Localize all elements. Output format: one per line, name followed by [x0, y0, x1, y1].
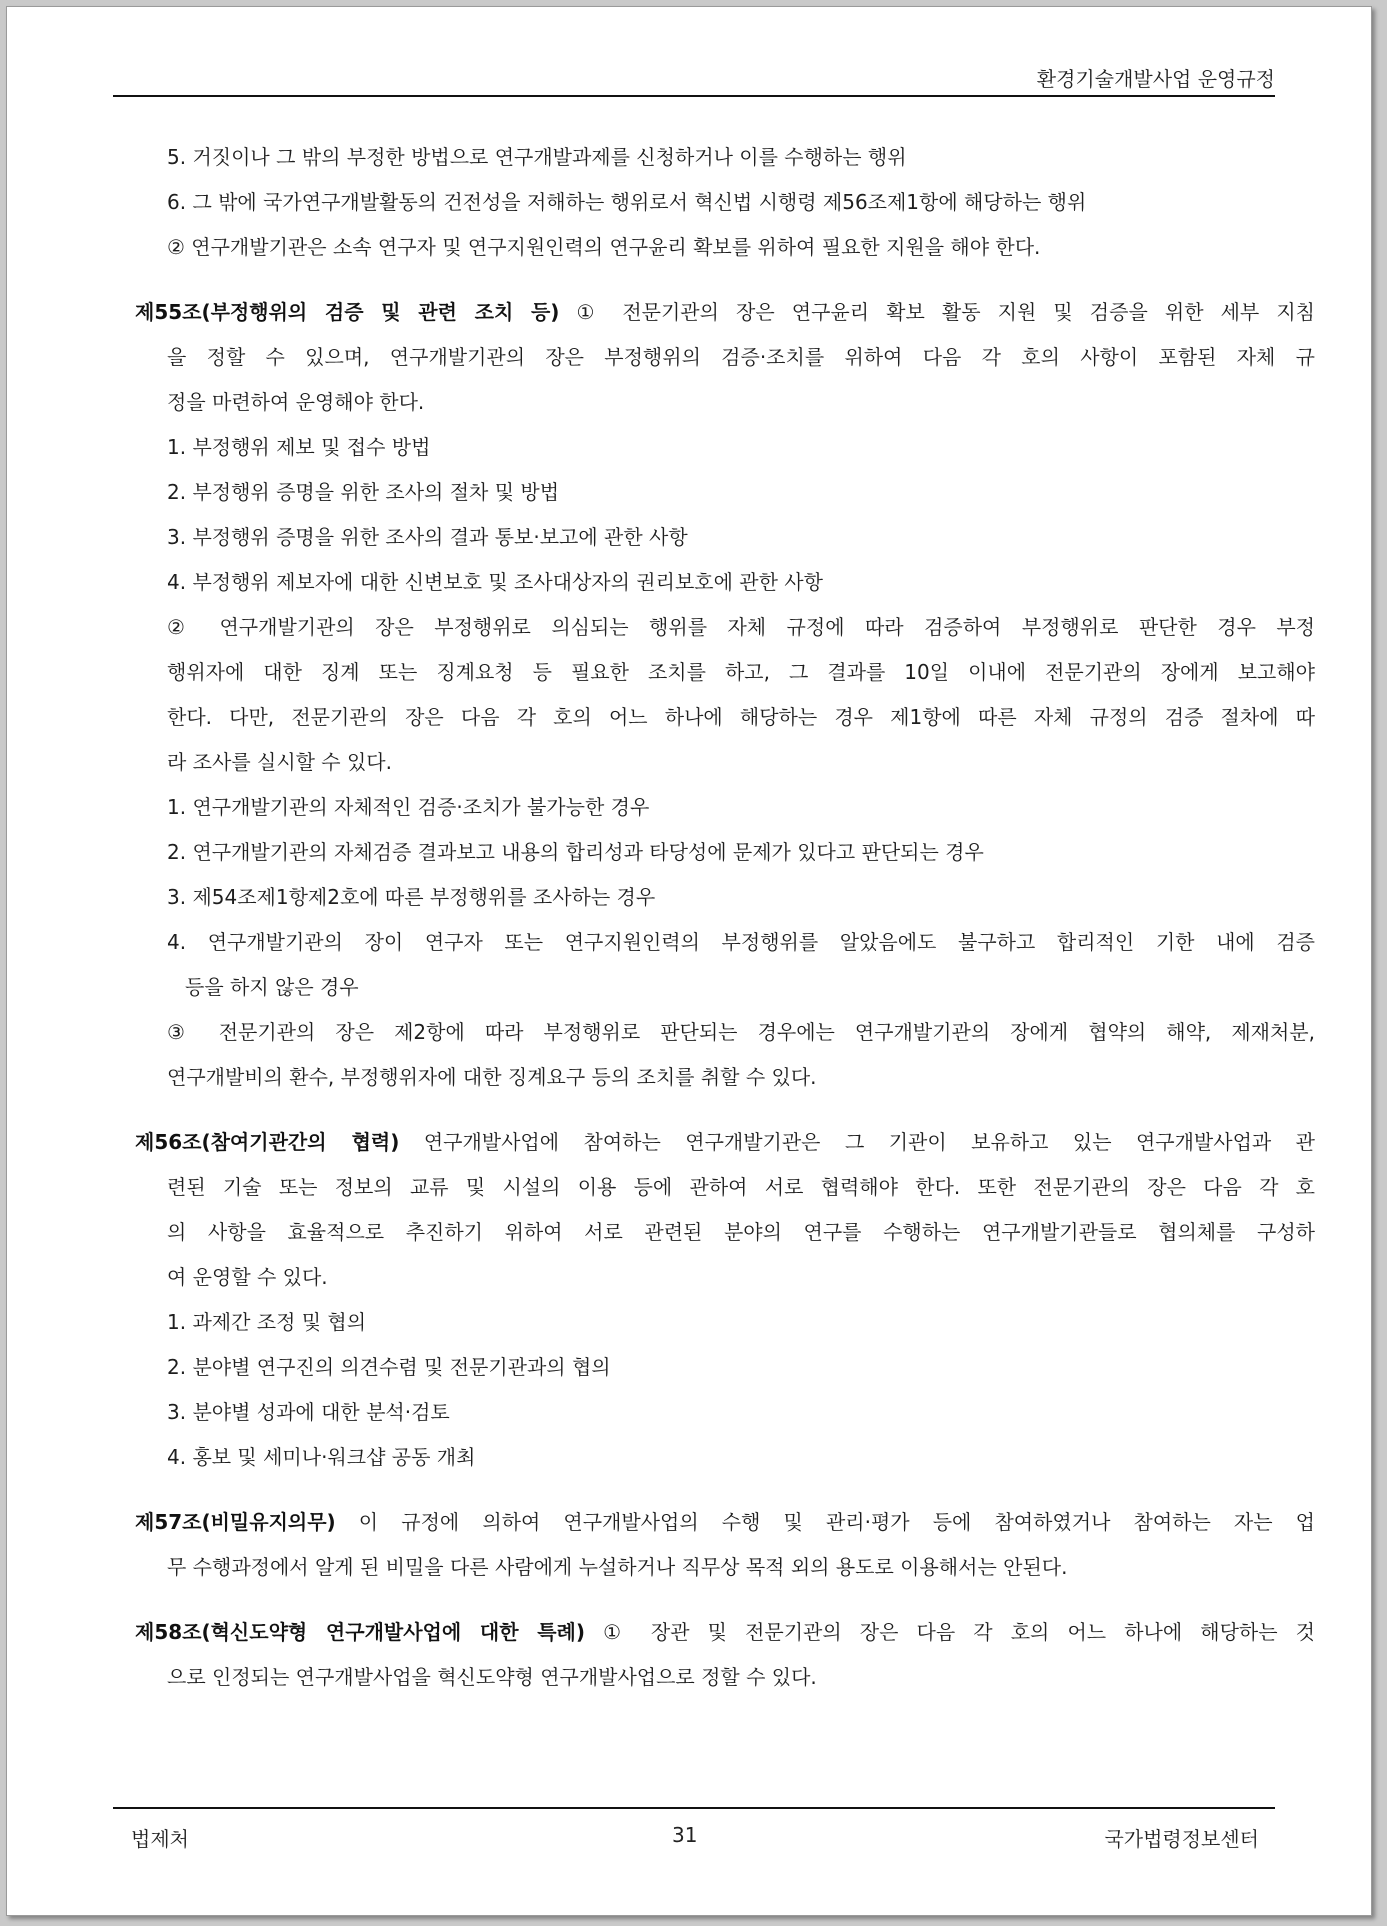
line-text: 6. 그 밖에 국가연구개발활동의 건전성을 저해하는 행위로서 혁신법 시행령 제56조제1항에 해당하는 행위 [167, 190, 1087, 214]
line-text: 련된 기술 또는 정보의 교류 및 시설의 이용 등에 관하여 서로 협력해야 한다. 또한 전문기관의 장은 다음 각 호 [167, 1175, 1315, 1199]
section-gap [135, 1590, 1315, 1610]
line-text: 5. 거짓이나 그 밖의 부정한 방법으로 연구개발과제를 신청하거나 이를 수행하는 행위 [167, 145, 907, 169]
line-text: 3. 제54조제1항제2호에 따른 부정행위를 조사하는 경우 [167, 885, 656, 909]
text-line [135, 965, 1315, 1010]
article-heading-line [135, 1120, 1315, 1165]
line-text: ③ 전문기관의 장은 제2항에 따라 부정행위로 판단되는 경우에는 연구개발기관의 장에게 협약의 해약, 제재처분, [167, 1020, 1315, 1044]
text-line [135, 560, 1315, 605]
article-heading-line [135, 1500, 1315, 1545]
line-text: 2. 연구개발기관의 자체검증 결과보고 내용의 합리성과 타당성에 문제가 있다고 판단되는 경우 [167, 840, 984, 864]
text-line [135, 1055, 1315, 1100]
line-text: ② 연구개발기관은 소속 연구자 및 연구지원인력의 연구윤리 확보를 위하여 필요한 지원을 해야 한다. [167, 235, 1041, 259]
line-text: 등을 하지 않은 경우 [185, 975, 359, 999]
text-line [135, 425, 1315, 470]
text-line [135, 920, 1315, 965]
section-gap [135, 1100, 1315, 1120]
text-line [135, 1300, 1315, 1345]
text-line [135, 1165, 1315, 1210]
footer-rule [113, 1807, 1275, 1809]
line-text: 이 규정에 의하여 연구개발사업의 수행 및 관리·평가 등에 참여하였거나 참여하는 자는 업 [335, 1510, 1315, 1534]
line-text: ① 장관 및 전문기관의 장은 다음 각 호의 어느 하나에 해당하는 것 [585, 1620, 1315, 1644]
text-line [135, 785, 1315, 830]
text-line [135, 135, 1315, 180]
line-text: ② 연구개발기관의 장은 부정행위로 의심되는 행위를 자체 규정에 따라 검증하여 부정행위로 판단한 경우 부정 [167, 615, 1315, 639]
text-line [135, 1255, 1315, 1300]
text-line [135, 470, 1315, 515]
text-line [135, 1210, 1315, 1255]
footer-publisher: 국가법령정보센터 [1104, 1827, 1259, 1851]
line-text: 1. 부정행위 제보 및 접수 방법 [167, 435, 431, 459]
text-line [135, 515, 1315, 560]
text-line [135, 605, 1315, 650]
text-line [135, 650, 1315, 695]
header-title: 환경기술개발사업 운영규정 [1036, 67, 1275, 91]
section-gap [135, 1480, 1315, 1500]
line-text: 연구개발비의 환수, 부정행위자에 대한 징계요구 등의 조치를 취할 수 있다. [167, 1065, 817, 1089]
text-line [135, 225, 1315, 270]
article-heading-line [135, 290, 1315, 335]
line-text: 4. 홍보 및 세미나·워크샵 공동 개최 [167, 1445, 476, 1469]
text-line [135, 1390, 1315, 1435]
article-title: 제58조(혁신도약형 연구개발사업에 대한 특례) [135, 1620, 586, 1644]
line-text: 4. 연구개발기관의 장이 연구자 또는 연구지원인력의 부정행위를 알았음에도 불구하고 합리적인 기한 내에 검증 [167, 930, 1315, 954]
line-text: 3. 분야별 성과에 대한 분석·검토 [167, 1400, 450, 1424]
text-line [135, 1435, 1315, 1480]
document-page [6, 6, 1372, 1916]
article-title: 제57조(비밀유지의무) [135, 1510, 336, 1534]
text-line [135, 1545, 1315, 1590]
document-body [135, 135, 1315, 1700]
line-text: 으로 인정되는 연구개발사업을 혁신도약형 연구개발사업으로 정할 수 있다. [167, 1665, 817, 1689]
text-line [135, 335, 1315, 380]
line-text: 정을 마련하여 운영해야 한다. [167, 390, 425, 414]
footer-source: 법제처 [131, 1827, 189, 1851]
header-rule [113, 95, 1275, 97]
line-text: 연구개발사업에 참여하는 연구개발기관은 그 기관이 보유하고 있는 연구개발사업과 관 [399, 1130, 1315, 1154]
article-title: 제55조(부정행위의 검증 및 관련 조치 등) [135, 300, 560, 324]
line-text: 2. 부정행위 증명을 위한 조사의 절차 및 방법 [167, 480, 560, 504]
line-text: 여 운영할 수 있다. [167, 1265, 328, 1289]
article-title: 제56조(참여기관간의 협력) [135, 1130, 400, 1154]
line-text: 라 조사를 실시할 수 있다. [167, 750, 392, 774]
line-text: 1. 과제간 조정 및 협의 [167, 1310, 367, 1334]
line-text: 1. 연구개발기관의 자체적인 검증·조치가 불가능한 경우 [167, 795, 650, 819]
line-text: 3. 부정행위 증명을 위한 조사의 결과 통보·보고에 관한 사항 [167, 525, 688, 549]
text-line [135, 1345, 1315, 1390]
text-line [135, 875, 1315, 920]
line-text: 의 사항을 효율적으로 추진하기 위하여 서로 관련된 분야의 연구를 수행하는 연구개발기관들로 협의체를 구성하 [167, 1220, 1315, 1244]
line-text: 한다. 다만, 전문기관의 장은 다음 각 호의 어느 하나에 해당하는 경우 제1항에 따른 자체 규정의 검증 절차에 따 [167, 705, 1315, 729]
line-text: ① 전문기관의 장은 연구윤리 확보 활동 지원 및 검증을 위한 세부 지침 [559, 300, 1315, 324]
text-line [135, 380, 1315, 425]
text-line [135, 1655, 1315, 1700]
text-line [135, 180, 1315, 225]
text-line [135, 830, 1315, 875]
line-text: 행위자에 대한 징계 또는 징계요청 등 필요한 조치를 하고, 그 결과를 10일 이내에 전문기관의 장에게 보고해야 [167, 660, 1315, 684]
line-text: 2. 분야별 연구진의 의견수렴 및 전문기관과의 협의 [167, 1355, 611, 1379]
text-line [135, 1010, 1315, 1055]
line-text: 무 수행과정에서 알게 된 비밀을 다른 사람에게 누설하거나 직무상 목적 외의 용도로 이용해서는 안된다. [167, 1555, 1068, 1579]
text-line [135, 740, 1315, 785]
line-text: 을 정할 수 있으며, 연구개발기관의 장은 부정행위의 검증·조치를 위하여 다음 각 호의 사항이 포함된 자체 규 [167, 345, 1315, 369]
line-text: 4. 부정행위 제보자에 대한 신변보호 및 조사대상자의 권리보호에 관한 사항 [167, 570, 823, 594]
text-line [135, 695, 1315, 740]
article-heading-line [135, 1610, 1315, 1655]
section-gap [135, 270, 1315, 290]
page-number: 31 [672, 1823, 698, 1847]
